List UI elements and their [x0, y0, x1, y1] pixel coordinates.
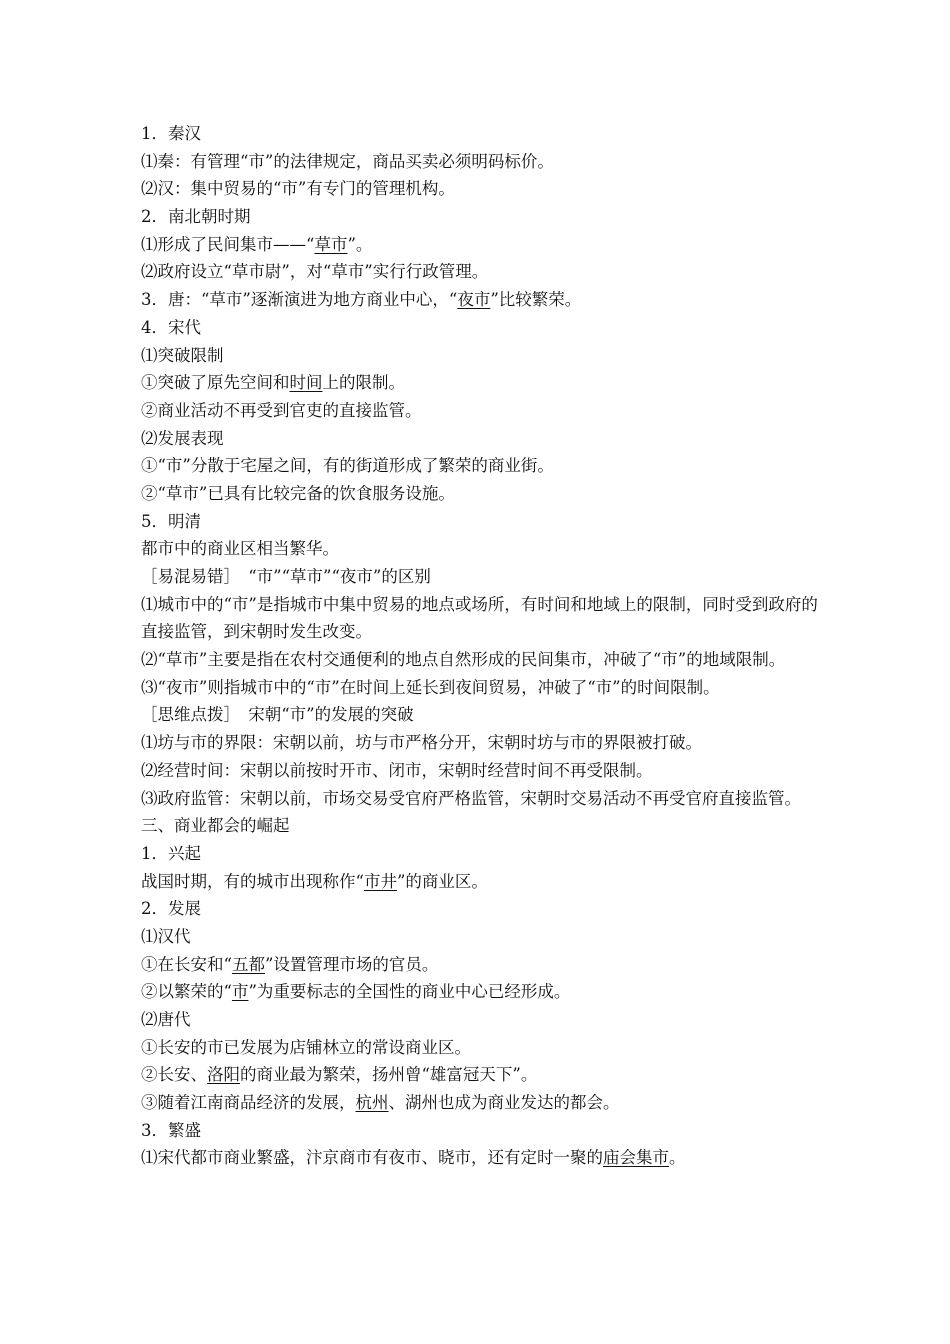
text-segment: 5．明清	[141, 511, 201, 531]
text-segment: ”。	[347, 234, 373, 254]
text-line	[141, 535, 821, 563]
text-segment: 、湖州也成为商业发达的都会。	[388, 1093, 620, 1113]
text-segment: ⑴坊与市的界限：宋朝以前，坊与市严格分开，宋朝时坊与市的界限被打破。	[141, 733, 702, 753]
text-line	[141, 840, 821, 868]
text-segment: ①长安的市已发展为店铺林立的常设商业区。	[141, 1037, 471, 1057]
text-line	[141, 452, 821, 480]
text-line	[141, 1117, 821, 1145]
text-segment: ⑴汉代	[141, 926, 191, 946]
text-line	[141, 978, 821, 1006]
text-line	[141, 148, 821, 176]
text-line	[141, 369, 821, 397]
text-line	[141, 203, 821, 231]
text-segment: ①“市”分散于宅屋之间，有的街道形成了繁荣的商业街。	[141, 456, 554, 476]
underlined-answer: 市	[231, 982, 249, 1002]
text-segment: 战国时期，有的城市出现称作“	[141, 871, 364, 891]
text-segment: ②长安、	[141, 1065, 207, 1085]
text-line	[141, 812, 821, 840]
text-segment: ”为重要标志的全国性的商业中心已经形成。	[248, 982, 571, 1002]
text-segment: 都市中的商业区相当繁华。	[141, 539, 339, 559]
text-segment: ②商业活动不再受到官吏的直接监管。	[141, 400, 422, 420]
text-segment: 。	[669, 1148, 686, 1168]
text-segment: 的商业最为繁荣，扬州曾“雄富冠天下”。	[240, 1065, 538, 1085]
text-segment: 2．南北朝时期	[141, 207, 251, 227]
text-segment: 上的限制。	[322, 373, 405, 393]
text-segment: ［易混易错］ “市”“草市”“夜市”的区别	[141, 567, 431, 586]
text-segment: ②“草市”已具有比较完备的饮食服务设施。	[141, 483, 455, 503]
text-segment: ⑶政府监管：宋朝以前，市场交易受官府严格监管，宋朝时交易活动不再受官府直接监管。	[141, 788, 801, 808]
text-line	[141, 286, 821, 314]
text-segment: ⑵唐代	[141, 1010, 191, 1030]
text-line	[141, 895, 821, 923]
text-segment: ”比较繁荣。	[490, 290, 582, 310]
text-segment: 三、商业都会的崛起	[141, 816, 290, 836]
underlined-answer: 市井	[363, 871, 397, 891]
underlined-answer: 夜市	[457, 290, 491, 310]
text-line	[141, 757, 821, 785]
text-line	[141, 729, 821, 757]
text-line	[141, 120, 821, 148]
text-line	[141, 701, 821, 729]
text-line	[141, 508, 821, 536]
text-segment: ⑵发展表现	[141, 428, 224, 448]
text-line	[141, 868, 821, 896]
text-segment: ⑴宋代都市商业繁盛，汴京商市有夜市、晓市，还有定时一聚的	[141, 1148, 603, 1168]
text-line	[141, 674, 821, 702]
underlined-answer: 洛阳	[207, 1065, 240, 1085]
text-line	[141, 951, 821, 979]
text-line	[141, 923, 821, 951]
text-line	[141, 1006, 821, 1034]
text-line	[141, 1144, 821, 1172]
text-segment: ③随着江南商品经济的发展，	[141, 1093, 356, 1113]
underlined-answer: 时间	[289, 373, 323, 393]
text-segment: ①在长安和“	[141, 954, 232, 974]
text-segment: ⑴秦：有管理“市”的法律规定，商品买卖必须明码标价。	[141, 151, 554, 171]
text-segment: 1．秦汉	[141, 124, 201, 143]
text-line	[141, 425, 821, 453]
text-segment: 1．兴起	[141, 843, 201, 863]
text-segment: ⑴城市中的“市”是指城市中集中贸易的地点或场所，有时间和地域上的限制，同时受到政府的直接监管，到宋朝时发生改变。	[141, 594, 818, 642]
text-segment: ⑴突破限制	[141, 345, 224, 365]
text-line	[141, 231, 821, 259]
text-segment: ⑴形成了民间集市——“	[141, 234, 315, 254]
text-line	[141, 591, 821, 646]
text-segment: ⑶“夜市”则指城市中的“市”在时间上延长到夜间贸易，冲破了“市”的时间限制。	[141, 677, 720, 697]
text-segment: 2．发展	[141, 899, 201, 919]
underlined-answer: 庙会集市	[603, 1148, 669, 1168]
text-segment: ⑵“草市”主要是指在农村交通便利的地点自然形成的民间集市，冲破了“市”的地域限制。	[141, 650, 786, 670]
text-segment: ”的商业区。	[396, 871, 488, 891]
document-body	[141, 120, 821, 1172]
text-segment: ［思维点拨］ 宋朝“市”的发展的突破	[141, 705, 414, 725]
text-line	[141, 342, 821, 370]
text-segment: ⑵汉：集中贸易的“市”有专门的管理机构。	[141, 179, 455, 199]
text-segment: 3．繁盛	[141, 1120, 201, 1140]
text-line	[141, 175, 821, 203]
text-segment: 4．宋代	[141, 317, 201, 337]
text-line	[141, 785, 821, 813]
text-line	[141, 1034, 821, 1062]
underlined-answer: 五都	[231, 954, 265, 974]
text-line	[141, 646, 821, 674]
underlined-answer: 草市	[314, 234, 348, 254]
text-line	[141, 563, 821, 591]
text-segment: ⑵政府设立“草市尉”，对“草市”实行行政管理。	[141, 262, 489, 282]
text-segment: ①突破了原先空间和	[141, 373, 290, 393]
text-line	[141, 1089, 821, 1117]
text-line	[141, 314, 821, 342]
text-line	[141, 1061, 821, 1089]
text-line	[141, 258, 821, 286]
text-segment: ②以繁荣的“	[141, 982, 232, 1002]
text-line	[141, 397, 821, 425]
text-segment: ⑵经营时间：宋朝以前按时开市、闭市，宋朝时经营时间不再受限制。	[141, 760, 653, 780]
text-line	[141, 480, 821, 508]
underlined-answer: 杭州	[355, 1093, 389, 1113]
text-segment: 3．唐：“草市”逐渐演进为地方商业中心，“	[141, 290, 458, 310]
text-segment: ”设置管理市场的官员。	[264, 954, 439, 974]
